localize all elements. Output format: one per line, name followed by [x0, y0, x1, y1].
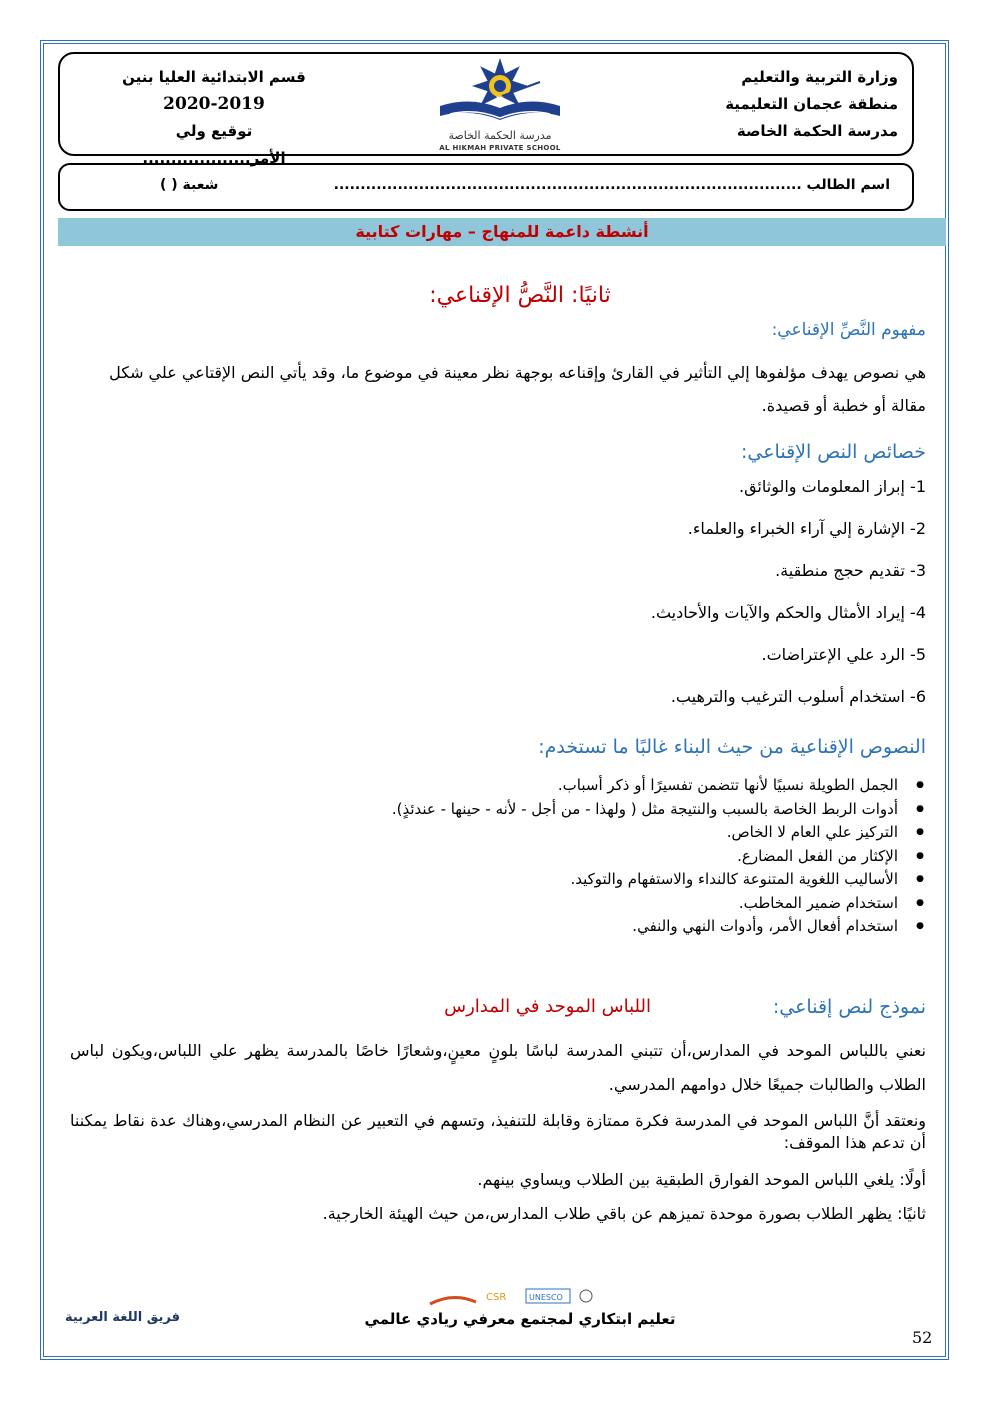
- ministry-block: [725, 64, 898, 145]
- list-item: ● الإكثار من الفعل المضارع.: [70, 845, 898, 869]
- student-info-box: [58, 163, 914, 211]
- model-heading-row: [70, 996, 926, 1026]
- list-item: ● استخدام ضمير المخاطب.: [70, 892, 898, 916]
- school-line: مدرسة الحكمة الخاصة: [736, 122, 898, 140]
- footer-slogan: تعليم ابتكاري لمجتمع معرفي ريادي عالمي: [364, 1310, 676, 1328]
- activity-banner: [58, 218, 946, 246]
- model-section: [70, 996, 926, 1224]
- features-heading: خصائص النص الإقناعي:: [740, 441, 926, 463]
- dept-line: قسم الابتدائية العليا بنين: [122, 68, 306, 86]
- features-section: [70, 441, 926, 729]
- ministry-line: وزارة التربية والتعليم: [741, 68, 898, 86]
- student-name-field[interactable]: اسم الطالب ........................................................................................: [333, 177, 890, 193]
- school-logo: [420, 56, 580, 156]
- concept-section: [70, 320, 926, 422]
- dept-block: [104, 64, 324, 172]
- model-paragraph: نعني باللباس الموحد في المدارس،أن تتبني المدرسة لباسًا بلونٍ معينٍ،وشعارًا خاصًا بالمدرسة يظهر علي اللباس،ويكون لباس الطلاب والطالبات جميعًا خلال دوامهم المدرسي.: [70, 1041, 926, 1094]
- concept-heading: مفهوم النَّصِّ الإقناعي:: [771, 320, 926, 340]
- model-paragraph: أولًا: يلغي اللباس الموحد الفوارق الطبقية بين الطلاب ويساوي بينهم.: [477, 1170, 926, 1189]
- list-item: 1- إبراز المعلومات والوثائق.: [739, 477, 926, 496]
- csr-logo-icon: CSR: [486, 1292, 507, 1303]
- list-item: ● الأساليب اللغوية المتنوعة كالنداء والاستفهام والتوكيد.: [70, 868, 898, 892]
- page-number: 52: [912, 1328, 933, 1347]
- emblem-icon: [580, 1290, 592, 1302]
- model-paragraph: ثانيًا: يظهر الطلاب بصورة موحدة تميزهم عن باقي طلاب المدارس،من حيث الهيئة الخارجية.: [322, 1204, 926, 1223]
- structure-section: [70, 736, 926, 939]
- unesco-logo-text: UNESCO: [529, 1293, 563, 1302]
- structure-list: [70, 774, 926, 939]
- lesson-title: ثانيًا: النَّصُّ الإقناعي:: [429, 283, 611, 308]
- list-item: 2- الإشارة إلي آراء الخبراء والعلماء.: [687, 519, 926, 538]
- structure-heading: النصوص الإقناعية من حيث البناء غالبًا ما تستخدم:: [538, 736, 926, 758]
- banner-text: أنشطة داعمة للمنهاج – مهارات كتابية: [355, 222, 649, 241]
- list-item: 4- إيراد الأمثال والحكم والآيات والأحاديث.: [650, 603, 926, 622]
- model-paragraph: ونعتقد أنَّ اللباس الموحد في المدرسة فكرة ممتازة وقابلة للتنفيذ، وتسهم في التعبير عن النظام المدرسي،وهناك عدة نقاط يمكننا أن تدعم هذا الموقف:: [70, 1111, 926, 1152]
- model-topic: اللباس الموحد في المدارس: [444, 996, 651, 1017]
- swoosh-icon: [430, 1297, 476, 1304]
- list-item: ● الجمل الطويلة نسبيًا لأنها تتضمن تفسيرًا أو ذكر أسباب.: [70, 774, 898, 798]
- list-item: ● استخدام أفعال الأمر، وأدوات النهي والنفي.: [70, 915, 898, 939]
- features-list: [70, 477, 926, 729]
- logo-emblem-icon: [420, 56, 580, 128]
- list-item: 3- تقديم حجج منطقية.: [775, 561, 926, 580]
- logo-arabic-text: مدرسة الحكمة الخاصة: [448, 129, 552, 142]
- year-line: 2020-2019: [163, 94, 265, 114]
- list-item: ● التركيز علي العام لا الخاص.: [70, 821, 898, 845]
- model-heading: نموذج لنص إقناعي:: [772, 996, 926, 1018]
- list-item: 5- الرد علي الإعتراضات.: [761, 645, 926, 664]
- list-item: ● أدوات الربط الخاصة بالسبب والنتيجة مثل ( ولهذا - من أجل - لأنه - حينها - عندئذٍ).: [70, 798, 898, 822]
- concept-text: هي نصوص يهدف مؤلفوها إلي التأثير في القارئ وإقناعه بوجهة نظر معينة في موضوع ما، وقد يأتي النص الإقتاعي علي شكل مقالة أو خطبة أو قصيدة.: [109, 363, 926, 415]
- section-field[interactable]: شعبة ( ): [160, 177, 219, 193]
- header-box: [58, 52, 914, 167]
- logo-english-text: AL HIKMAH PRIVATE SCHOOL: [439, 144, 561, 152]
- guardian-signature-line: توقيع ولي الأمر...................: [142, 122, 286, 167]
- list-item: 6- استخدام أسلوب الترغيب والترهيب.: [670, 687, 926, 706]
- footer-team: فريق اللغة العربية: [65, 1310, 180, 1325]
- footer-logos: [428, 1286, 618, 1308]
- zone-line: منطقة عجمان التعليمية: [725, 95, 898, 113]
